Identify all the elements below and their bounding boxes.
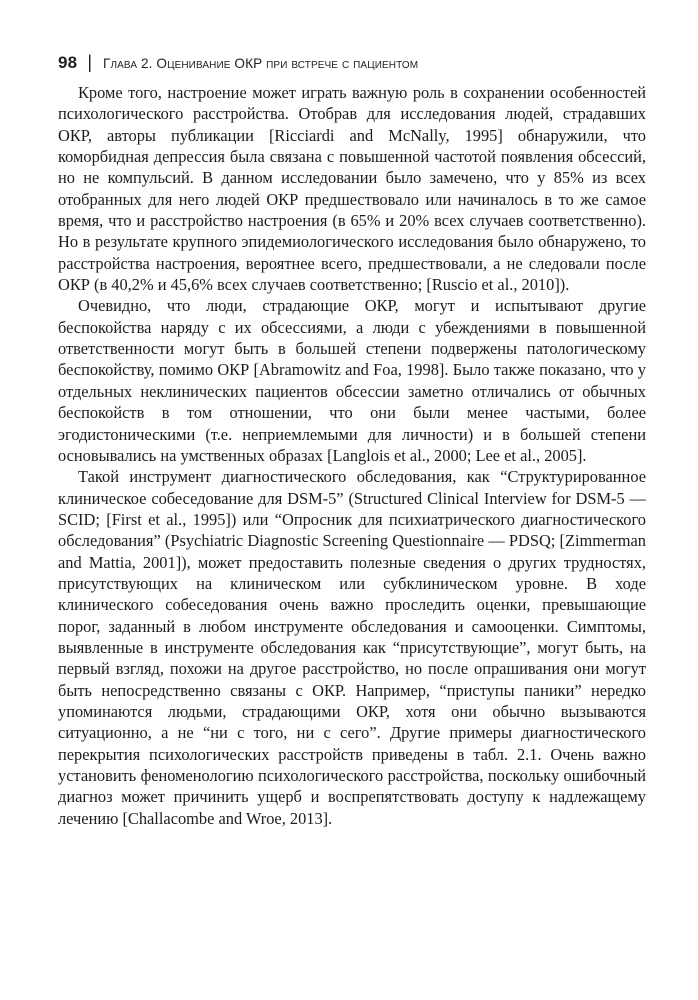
paragraph: Такой инструмент диагностического обследования, как “Структурированное клиническое собеседование для DSM-5” (Structured Clinical Interview for DSM-5 — SCID; [First et al., 1995]) или “Опросник для психиатрического диагностического обследования” (Psychiatric Diagnostic Screening Questionnaire — PDSQ; [Zimmerman and Mattia, 2001]), может предоставить полезные сведения о других трудностях, присутствующих на клиническом или субклиническом уровне. В ходе клинического собеседования очень важно проследить оценки, превышающие порог, заданный в любом инструменте обследования и самооценки. Симптомы, выявленные в инструменте обследования как “присутствующие”, могут быть, на первый взгляд, похожи на другое расстройство, но после опрашивания они могут быть непосредственно связаны с ОКР. Например, “приступы паники” нередко упоминаются людьми, страдающими ОКР, хотя они обычно вызываются ситуационно, а не “ни с того, ни с сего”. Другие примеры диагностического перекрытия психологических расстройств приведены в табл. 2.1. Очень важно установить феноменологию психологического расстройства, поскольку ошибочный диагноз может причинить ущерб и воспрепятствовать доступу к надлежащему лечению [Challacombe and Wroe, 2013].	[58, 467, 646, 828]
body-text	[58, 82, 646, 829]
book-page	[58, 52, 646, 829]
header-separator: |	[87, 52, 92, 72]
chapter-title: Глава 2. Оценивание ОКР при встрече с пациентом	[103, 56, 419, 71]
running-head	[58, 52, 646, 73]
page-number: 98	[58, 53, 78, 72]
paragraph: Очевидно, что люди, страдающие ОКР, могут и испытывают другие беспокойства наряду с их обсессиями, а люди с убеждениями в повышенной ответственности могут быть в большей степени подвержены патологическому беспокойству, помимо ОКР [Abramowitz and Foa, 1998]. Было также показано, что у отдельных неклинических пациентов обсессии заметно отличались от обычных беспокойств в том отношении, что они были менее частыми, более эгодистоническими (т.е. неприемлемыми для личности) и в большей степени основывались на умственных образах [Langlois et al., 2000; Lee et al., 2005].	[58, 296, 646, 465]
paragraph: Кроме того, настроение может играть важную роль в сохранении особенностей психологического расстройства. Отобрав для исследования людей, страдавших ОКР, авторы публикации [Ricciardi and McNally, 1995] обнаружили, что коморбидная депрессия была связана с повышенной частотой появления обсессий, но не компульсий. В данном исследовании было замечено, что у 85% из всех отобранных для него людей ОКР предшествовало или начиналось в то же самое время, что и расстройство настроения (в 65% и 20% всех случаев соответственно). Но в результате крупного эпидемиологического исследования было обнаружено, то расстройства настроения, вероятнее всего, предшествовали, а не следовали после ОКР (в 40,2% и 45,6% всех случаев соответственно; [Ruscio et al., 2010]).	[58, 83, 646, 295]
